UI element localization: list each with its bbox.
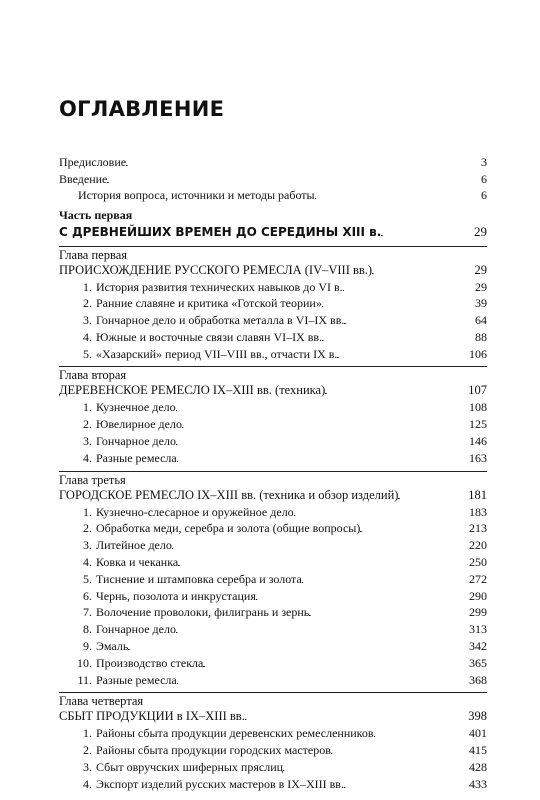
section-number: 4. (83, 329, 92, 344)
page-number: 6 (481, 171, 487, 186)
leader-dots (322, 296, 474, 313)
section-text: История развития технических навыков до VI в. (96, 279, 343, 294)
page-number: 433 (469, 776, 487, 791)
list-item (59, 639, 487, 656)
page-number: 183 (469, 504, 487, 519)
section-title (59, 743, 331, 759)
section-number: 5. (83, 346, 92, 361)
section-text: Тиснение и штамповка серебра и золота (96, 571, 302, 586)
part-title-row (59, 223, 487, 243)
leader-dots (360, 521, 468, 538)
leader-dots (182, 417, 468, 434)
list-item (59, 572, 487, 589)
section-number: 2. (83, 417, 92, 432)
list-item (59, 296, 487, 313)
page-number: 299 (469, 605, 487, 620)
page-number: 39 (475, 296, 487, 311)
leader-dots (344, 313, 474, 330)
section-title (59, 777, 344, 793)
entry-title: История вопроса, источники и методы работы (78, 188, 315, 202)
section-number: 1. (83, 726, 92, 741)
list-item (59, 555, 487, 572)
leader-dots (302, 572, 468, 589)
toc-entry (59, 172, 487, 189)
section-title (59, 296, 322, 312)
leader-dots (177, 451, 468, 468)
page-number: 29 (475, 279, 487, 294)
chapter-title-row (59, 708, 487, 726)
section-text: Районы сбыта продукции деревенских ремесленников (96, 726, 374, 741)
section-text: Гончарное дело (96, 434, 176, 449)
chapter-title: ДЕРЕВЕНСКОЕ РЕМЕСЛО IX–XIII вв. (техника) (59, 383, 326, 398)
list-item (59, 330, 487, 347)
page-number: 108 (469, 400, 487, 415)
section-title (59, 505, 294, 521)
chapter-label: Глава четвертая (59, 694, 144, 709)
page-number: 401 (469, 726, 487, 741)
leader-dots (245, 708, 467, 726)
section-title (59, 313, 344, 329)
divider (59, 246, 487, 247)
page-number: 290 (469, 588, 487, 603)
section-title (59, 673, 177, 689)
section-text: Волочение проволоки, филигрань и зернь (96, 605, 310, 620)
list-item (59, 673, 487, 690)
page-number: 250 (469, 555, 487, 570)
chapter-label: Глава первая (59, 247, 128, 262)
leader-dots (374, 726, 468, 743)
divider (59, 366, 487, 367)
section-text: Южные и восточные связи славян VI–IX вв. (96, 329, 323, 344)
section-number: 2. (83, 521, 92, 536)
section-number: 1. (83, 504, 92, 519)
page-number: 29 (474, 262, 487, 277)
section-title (59, 330, 322, 346)
section-text: Кузнечное дело (96, 400, 176, 415)
section-number: 11. (77, 672, 92, 687)
page-number: 181 (468, 487, 487, 502)
section-number: 4. (83, 555, 92, 570)
leader-dots (172, 538, 468, 555)
page-number: 64 (475, 313, 487, 328)
leader-dots (344, 777, 468, 794)
list-item (59, 605, 487, 622)
page-title: ОГЛАВЛЕНИЕ (59, 97, 225, 121)
list-item (59, 622, 487, 639)
page-number: 3 (481, 155, 487, 169)
section-title (59, 589, 256, 605)
leader-dots (176, 622, 468, 639)
chapter-title: ГОРОДСКОЕ РЕМЕСЛО IX–XIII вв. (техника и обзор изделий) (59, 487, 399, 502)
section-title (59, 521, 360, 537)
list-item (59, 280, 487, 297)
section-number: 3. (83, 538, 92, 553)
page-number: 272 (469, 571, 487, 586)
page-number: 220 (469, 538, 487, 553)
leader-dots (372, 262, 473, 280)
page-number: 368 (469, 672, 487, 687)
entry-title: Введение (59, 171, 108, 186)
chapter-title-row (59, 262, 487, 280)
section-text: Ковка и чеканка (96, 555, 179, 570)
section-number: 1. (83, 279, 92, 294)
page-number: 125 (469, 417, 487, 432)
section-title (59, 605, 309, 621)
section-title (59, 280, 343, 296)
leader-dots (294, 505, 468, 522)
section-number: 1. (83, 400, 92, 415)
part-label: Часть первая (59, 207, 133, 222)
page-number: 106 (469, 346, 487, 361)
section-number: 10. (77, 655, 92, 670)
leader-dots (398, 487, 467, 505)
leader-dots (325, 382, 467, 400)
list-item (59, 505, 487, 522)
leader-dots (177, 673, 468, 690)
section-title (59, 400, 176, 416)
section-text: Разные ремесла (96, 672, 177, 687)
section-text: Обработка меди, серебра и золота (общие вопросы) (96, 521, 361, 536)
section-number: 8. (83, 622, 92, 637)
section-title (59, 347, 337, 363)
leader-dots (203, 656, 468, 673)
section-number: 5. (83, 571, 92, 586)
section-number: 4. (83, 776, 92, 791)
section-title (59, 451, 177, 467)
page-number: 146 (469, 434, 487, 449)
entry-title: Предисловие (59, 155, 127, 169)
chapter-label: Глава третья (59, 472, 126, 487)
leader-dots (331, 743, 468, 760)
section-title (59, 656, 203, 672)
section-title (59, 572, 302, 588)
section-number: 9. (83, 639, 92, 654)
leader-dots (309, 605, 468, 622)
section-title (59, 639, 128, 655)
chapter-label: Глава вторая (59, 368, 127, 383)
leader-dots (381, 223, 473, 243)
section-text: Литейное дело (96, 538, 172, 553)
page-number: 88 (475, 329, 487, 344)
chapter-title-row (59, 382, 487, 400)
toc-entry (59, 155, 487, 172)
section-number: 4. (83, 450, 92, 465)
leader-dots (128, 639, 468, 656)
leader-dots (343, 280, 474, 297)
section-text: «Хазарский» период VII–VIII вв., отчасти IX в. (96, 346, 338, 361)
page-number: 313 (469, 622, 487, 637)
section-text: Эмаль (96, 639, 129, 654)
section-text: Гончарное дело и обработка металла в VI–IX вв. (96, 313, 345, 328)
page-number: 342 (469, 639, 487, 654)
list-item (59, 521, 487, 538)
chapter-title: СБЫТ ПРОДУКЦИИ в IX–XIII вв. (59, 709, 245, 724)
section-title (59, 434, 176, 450)
section-text: Сбыт овручских шиферных пряслиц (96, 760, 284, 775)
page-number: 6 (481, 188, 487, 202)
list-item (59, 400, 487, 417)
divider (59, 692, 487, 693)
section-text: Районы сбыта продукции городских мастеров (96, 743, 331, 758)
leader-dots (107, 172, 480, 189)
list-item (59, 760, 487, 777)
part-title: С ДРЕВНЕЙШИХ ВРЕМЕН ДО СЕРЕДИНЫ XIII в. (59, 224, 382, 239)
leader-dots (176, 400, 468, 417)
page-number: 107 (468, 383, 487, 398)
leader-dots (337, 347, 468, 364)
section-title (59, 417, 182, 433)
list-item (59, 743, 487, 760)
section-title (59, 726, 374, 742)
chapter-title-row (59, 487, 487, 505)
section-number: 2. (83, 296, 92, 311)
divider (59, 471, 487, 472)
list-item (59, 313, 487, 330)
page-number: 29 (474, 223, 487, 239)
section-text: Чернь, позолота и инкрустация (96, 588, 256, 603)
page-number: 428 (469, 760, 487, 775)
list-item (59, 347, 487, 364)
page-number: 398 (468, 709, 487, 724)
section-number: 6. (83, 588, 92, 603)
leader-dots (176, 434, 468, 451)
section-number: 3. (83, 760, 92, 775)
chapter-title: ПРОИСХОЖДЕНИЕ РУССКОГО РЕМЕСЛА (IV–VIII вв.) (59, 262, 373, 277)
section-text: Производство стекла (96, 655, 204, 670)
list-item (59, 656, 487, 673)
section-text: Ранние славяне и критика «Готской теории» (96, 296, 322, 311)
leader-dots (256, 589, 468, 606)
page-number: 365 (469, 655, 487, 670)
leader-dots (315, 188, 480, 205)
page-number: 213 (469, 521, 487, 536)
section-text: Разные ремесла (96, 450, 177, 465)
list-item (59, 589, 487, 606)
leader-dots (178, 555, 468, 572)
section-title (59, 622, 176, 638)
list-item (59, 726, 487, 743)
section-number: 2. (83, 743, 92, 758)
leader-dots (322, 330, 474, 347)
list-item (59, 417, 487, 434)
leader-dots (283, 760, 468, 777)
section-number: 3. (83, 434, 92, 449)
section-number: 7. (83, 605, 92, 620)
list-item (59, 434, 487, 451)
section-title (59, 555, 178, 571)
section-text: Ювелирное дело (96, 417, 182, 432)
page-number: 163 (469, 450, 487, 465)
section-text: Экспорт изделий русских мастеров в IX–XIII вв. (96, 776, 344, 791)
section-title (59, 760, 283, 776)
section-text: Гончарное дело (96, 622, 176, 637)
section-text: Кузнечно-слесарное и оружейное дело (96, 504, 294, 519)
list-item (59, 777, 487, 794)
page-number: 415 (469, 743, 487, 758)
toc-entry (59, 188, 487, 205)
leader-dots (126, 155, 480, 172)
table-of-contents (59, 155, 487, 794)
section-number: 3. (83, 313, 92, 328)
section-title (59, 538, 172, 554)
list-item (59, 538, 487, 555)
list-item (59, 451, 487, 468)
